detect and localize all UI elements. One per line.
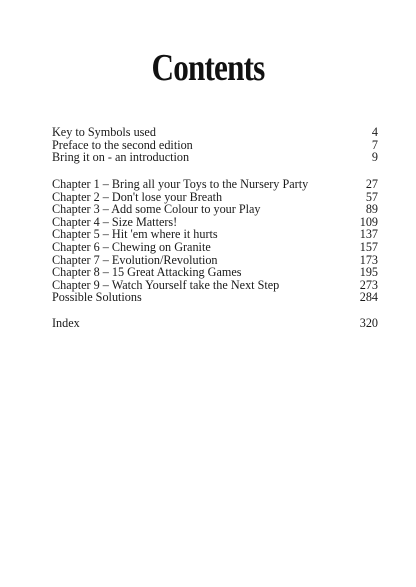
toc-entry-label: Chapter 9 – Watch Yourself take the Next Step (52, 277, 280, 292)
toc-back-matter (52, 317, 378, 330)
toc-entry-label: Chapter 5 – Hit 'em where it hurts (52, 227, 218, 242)
toc-entry[interactable] (52, 151, 378, 164)
toc-entry-label: Chapter 6 – Chewing on Granite (52, 239, 211, 254)
toc-entry[interactable] (52, 241, 378, 254)
page-title: Contents (151, 47, 265, 89)
toc-entry[interactable] (52, 203, 378, 216)
toc-entry-label: Key to Symbols used (52, 125, 156, 139)
toc-entry-page: 273 (359, 277, 378, 292)
toc-entry-label: Chapter 7 – Evolution/Revolution (52, 252, 218, 267)
toc-entry[interactable] (52, 291, 378, 304)
toc-entry[interactable] (52, 317, 378, 330)
toc-entry[interactable] (52, 126, 378, 139)
toc-entry-page: 173 (359, 252, 378, 267)
toc-entry-page: 320 (359, 316, 378, 330)
toc-entry-page: 109 (359, 214, 378, 229)
toc-entry-page: 284 (359, 290, 378, 305)
toc-entry-page: 27 (365, 177, 378, 191)
toc-entry-page: 89 (365, 202, 378, 217)
toc-entry-label: Index (52, 316, 80, 330)
toc-entry-label: Chapter 4 – Size Matters! (52, 214, 178, 229)
toc-entry-label: Chapter 1 – Bring all your Toys to the Nursery Party (52, 177, 309, 191)
toc-front-matter (52, 126, 378, 164)
toc-entry-label: Preface to the second edition (52, 137, 193, 152)
toc-chapters (52, 178, 378, 304)
toc-entry-page: 7 (371, 137, 378, 152)
toc-entry-label: Chapter 3 – Add some Colour to your Play (52, 202, 261, 217)
toc-entry-label: Chapter 2 – Don't lose your Breath (52, 189, 223, 204)
toc-entry-page: 137 (359, 227, 378, 242)
toc-entry-page: 195 (359, 265, 378, 280)
toc-entry[interactable] (52, 266, 378, 279)
toc-entry-page: 157 (359, 239, 378, 254)
toc-entry-page: 9 (371, 150, 378, 165)
toc-entry[interactable] (52, 178, 378, 191)
toc-entry-label: Possible Solutions (52, 290, 142, 305)
toc-entry-page: 4 (371, 125, 378, 139)
toc-entry-label: Chapter 8 – 15 Great Attacking Games (52, 265, 242, 280)
toc-entry-page: 57 (365, 189, 378, 204)
toc-entry-label: Bring it on - an introduction (52, 150, 190, 165)
